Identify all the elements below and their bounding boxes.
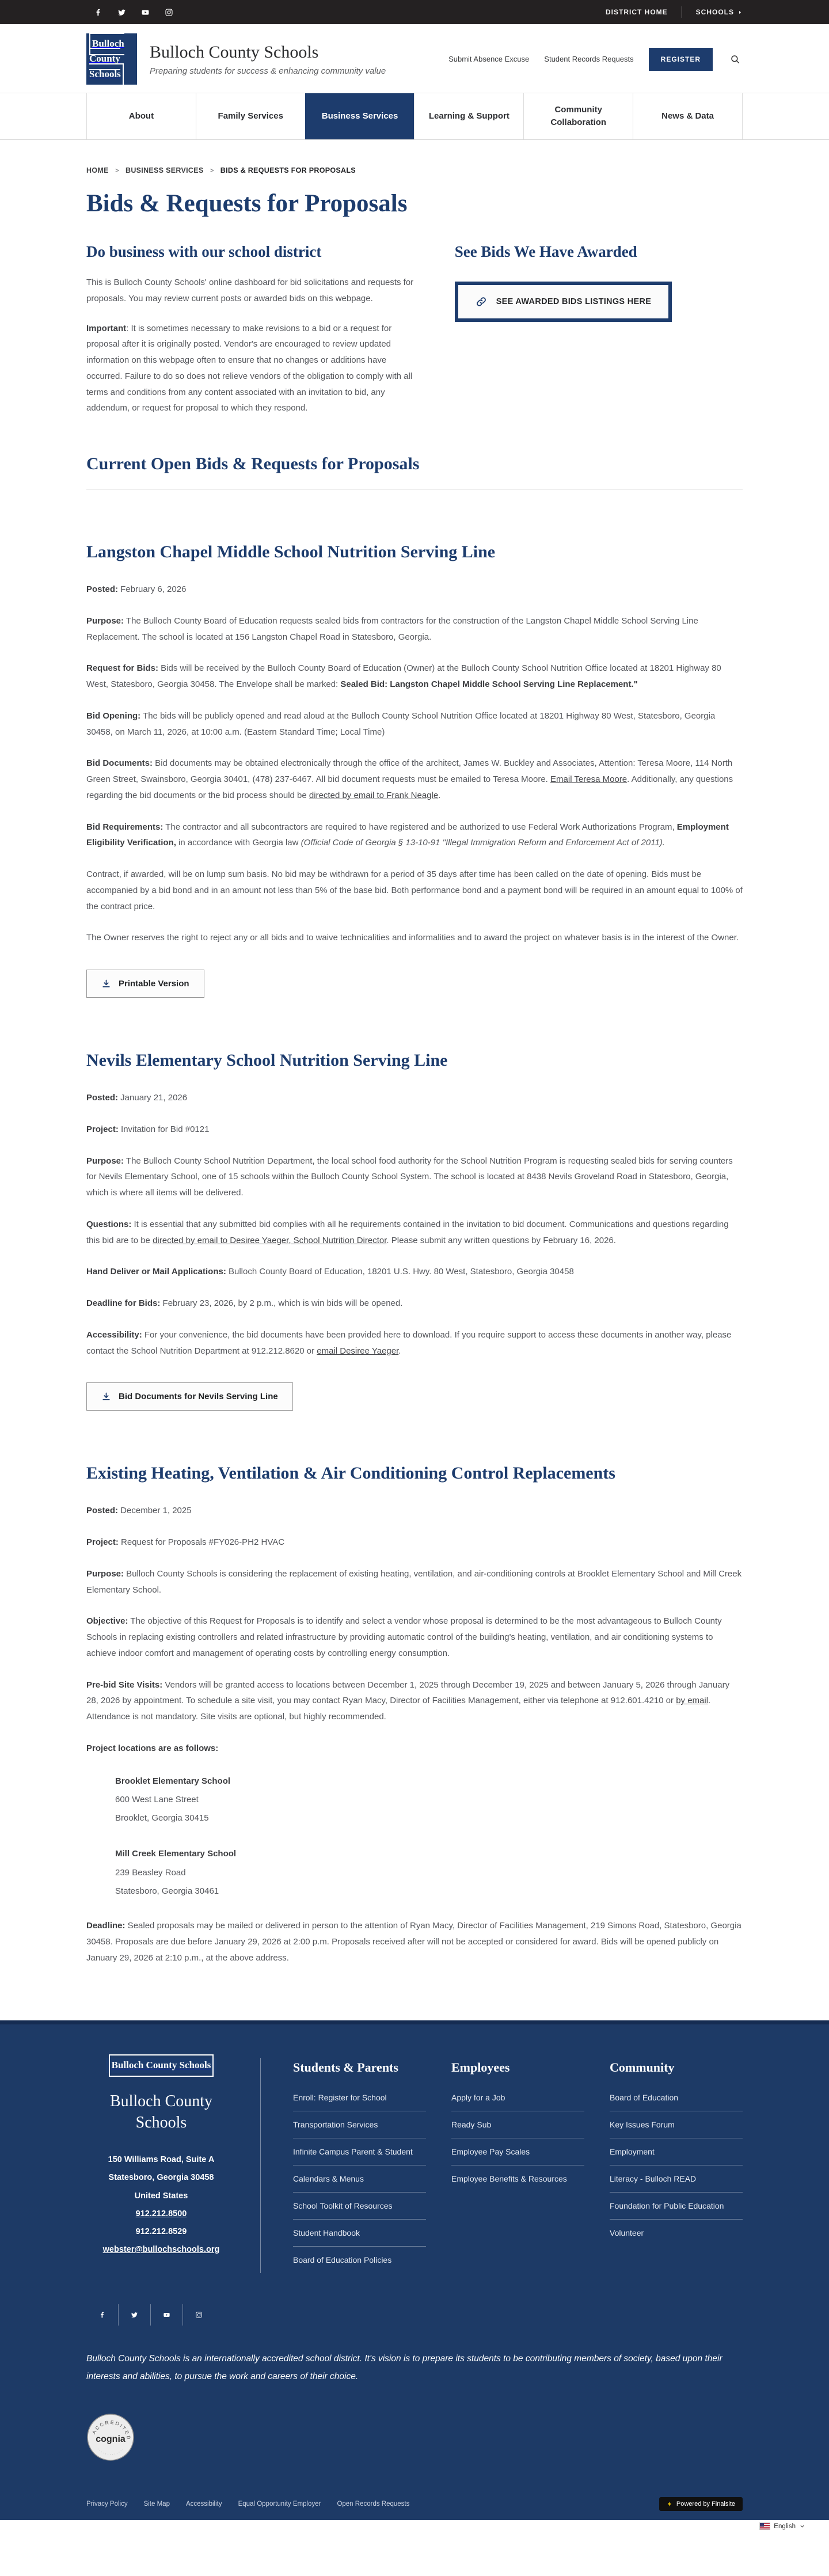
footer-column-students-parents bbox=[293, 2058, 426, 2273]
bold-text: Project locations are as follows: bbox=[86, 1743, 219, 1753]
bid-title: Existing Heating, Ventilation & Air Conditioning Control Replacements bbox=[86, 1464, 615, 1483]
footer-list-item bbox=[451, 2111, 584, 2138]
facebook-icon bbox=[98, 2311, 106, 2319]
bid-paragraph: Purpose: The Bulloch County School Nutrition Department, the local school food authority for the School Nutrition Program is requesting sealed bids for serving counters for Nevils Elementary School, one of 15 schools within the Bulloch County School System. The school is located at 8438 Nevils Groveland Road in Statesboro, Georgia, which is where all items will be delivered. bbox=[86, 1156, 733, 1198]
footer-district-name: Bulloch County Schools bbox=[109, 2092, 213, 2132]
instagram-icon bbox=[195, 2311, 203, 2319]
location-line: Brooklet, Georgia 30415 bbox=[115, 1813, 209, 1823]
footer-column-employees bbox=[451, 2058, 584, 2273]
download-button-label: Bid Documents for Nevils Serving Line bbox=[119, 1392, 278, 1402]
twitter-link[interactable] bbox=[110, 8, 134, 17]
inline-link[interactable]: email Desiree Yaeger bbox=[317, 1346, 399, 1356]
bold-text: Deadline for Bids: bbox=[86, 1298, 161, 1309]
site-tagline: Preparing students for success & enhancing community value bbox=[150, 66, 386, 76]
intro-right-column bbox=[455, 235, 743, 416]
instagram-link[interactable] bbox=[183, 2304, 215, 2326]
inline-link[interactable]: Email Teresa Moore bbox=[550, 774, 628, 785]
bottom-link-privacy-policy[interactable]: Privacy Policy bbox=[86, 2500, 128, 2507]
footer-list-item bbox=[451, 2138, 584, 2165]
footer-email-link[interactable]: webster@bullochschools.org bbox=[102, 2245, 220, 2255]
footer-link-board-of-education[interactable]: Board of Education bbox=[610, 2093, 679, 2103]
location-line: 239 Beasley Road bbox=[115, 1867, 186, 1878]
project-location bbox=[115, 1845, 743, 1901]
bid-paragraph: Request for Bids: Bids will be received by the Bulloch County Board of Education (Owner) at the Bulloch County School Nutrition Office located at 18201 Highway 80 West, Statesboro, Georgia 30458. The Envelope shall be marked: Sealed Bid: Langston Chapel Middle School Serving Line Replacement." bbox=[86, 663, 721, 690]
site-header bbox=[0, 24, 829, 93]
language-selector[interactable]: English bbox=[774, 2522, 796, 2530]
bids-list bbox=[86, 542, 743, 1966]
location-line: 600 West Lane Street bbox=[115, 1794, 199, 1804]
twitter-link[interactable] bbox=[119, 2304, 151, 2326]
link-icon bbox=[476, 296, 487, 307]
bold-text: Bid Documents: bbox=[86, 758, 153, 769]
footer-link-employee-benefits-resources[interactable]: Employee Benefits & Resources bbox=[451, 2174, 567, 2184]
nav-item-business-services[interactable]: Business Services bbox=[305, 93, 414, 139]
logo-line: Schools bbox=[89, 68, 121, 79]
language-bar bbox=[0, 2520, 829, 2533]
italic-text: (Official Code of Georgia § 13-10-91 "Illegal Immigration Reform and Enforcement Act of 2011). bbox=[301, 838, 665, 848]
instagram-icon bbox=[165, 8, 173, 17]
footer-column-heading: Community bbox=[610, 2060, 675, 2075]
bold-text: Purpose: bbox=[86, 1156, 124, 1166]
footer-list-item bbox=[610, 2165, 743, 2193]
footer-link-literacy-bulloch-read[interactable]: Literacy - Bulloch READ bbox=[610, 2174, 697, 2184]
project-location bbox=[115, 1772, 743, 1828]
breadcrumb-separator: > bbox=[115, 166, 120, 175]
facebook-icon bbox=[94, 8, 102, 17]
site-title-block bbox=[150, 43, 386, 76]
footer-district-logo[interactable] bbox=[106, 2058, 217, 2073]
nav-item-news-data[interactable]: News & Data bbox=[633, 93, 743, 139]
footer-org-block bbox=[86, 2058, 260, 2273]
footer-address-block bbox=[86, 2151, 236, 2259]
twitter-icon bbox=[117, 8, 126, 17]
bold-text: Project: bbox=[86, 1537, 119, 1548]
footer-mission-statement: Bulloch County Schools is an internationally accredited school district. It's vision is to prepare its students to be contributing members of society, based upon their interests and abilities, to pursue the work and careers of their choice. bbox=[86, 2354, 722, 2382]
bid-paragraph: Deadline for Bids: February 23, 2026, by 2 p.m., which is win bids will be opened. bbox=[86, 1298, 403, 1309]
footer-list-item bbox=[610, 2220, 743, 2246]
footer-link-volunteer[interactable]: Volunteer bbox=[610, 2228, 644, 2238]
site-footer bbox=[0, 2020, 829, 2520]
footer-list-item bbox=[293, 2247, 426, 2273]
inline-link[interactable]: directed by email to Desiree Yaeger, School Nutrition Director bbox=[153, 1235, 387, 1245]
footer-list-item bbox=[293, 2220, 426, 2247]
open-bids-heading: Current Open Bids & Requests for Proposals bbox=[86, 454, 420, 474]
bold-text: Objective: bbox=[86, 1616, 128, 1627]
footer-list-item bbox=[451, 2165, 584, 2192]
footer-link-calendars-menus[interactable]: Calendars & Menus bbox=[293, 2174, 364, 2184]
bold-text: Purpose: bbox=[86, 615, 124, 626]
footer-list-item bbox=[293, 2193, 426, 2220]
footer-social-row bbox=[86, 2304, 743, 2326]
footer-link-employee-pay-scales[interactable]: Employee Pay Scales bbox=[451, 2147, 530, 2157]
footer-list-item bbox=[293, 2084, 426, 2111]
main-content bbox=[81, 166, 748, 1966]
bid-title: Langston Chapel Middle School Nutrition Serving Line bbox=[86, 542, 496, 562]
facebook-link[interactable] bbox=[86, 8, 110, 17]
bottom-link-open-records-requests[interactable]: Open Records Requests bbox=[337, 2500, 410, 2507]
nav-item-community-collaboration[interactable]: Community Collaboration bbox=[523, 93, 633, 139]
inline-link[interactable]: directed by email to Frank Neagle bbox=[309, 790, 439, 800]
caret-right-icon bbox=[737, 10, 743, 15]
footer-link-board-of-education-policies[interactable]: Board of Education Policies bbox=[293, 2255, 392, 2265]
bolt-icon bbox=[667, 2501, 672, 2507]
footer-link-foundation-for-public-education[interactable]: Foundation for Public Education bbox=[610, 2201, 724, 2211]
bid-paragraph: Posted: February 6, 2026 bbox=[86, 584, 187, 595]
footer-fax-number: 912.212.8529 bbox=[135, 2227, 187, 2236]
awarded-bids-button-label: SEE AWARDED BIDS LISTINGS HERE bbox=[496, 297, 652, 307]
bold-text: Posted: bbox=[86, 1093, 119, 1103]
footer-link-apply-for-a-job[interactable]: Apply for a Job bbox=[451, 2093, 505, 2103]
logo-line: Schools bbox=[179, 2060, 211, 2071]
footer-link-school-toolkit-of-resources[interactable]: School Toolkit of Resources bbox=[293, 2201, 393, 2211]
bold-text: Accessibility: bbox=[86, 1329, 142, 1340]
footer-link-list bbox=[293, 2084, 426, 2273]
footer-list-item bbox=[610, 2193, 743, 2220]
schools-dropdown[interactable]: SCHOOLS bbox=[696, 8, 743, 16]
district-logo[interactable] bbox=[86, 33, 137, 85]
bold-text: Pre-bid Site Visits: bbox=[86, 1680, 163, 1690]
breadcrumb-item[interactable]: HOME bbox=[86, 166, 109, 175]
see-awarded-bids-button[interactable] bbox=[455, 282, 672, 322]
intro-section bbox=[86, 235, 743, 416]
bid-paragraph: Bid Opening: The bids will be publicly opened and read aloud at the Bulloch County School Nutrition Office located at 18201 Highway 80 West, Statesboro, Georgia 30458, on March 11, 2026, at 10:00 a.m. (Eastern Standard Time; Local Time) bbox=[86, 711, 716, 737]
footer-list-item bbox=[293, 2111, 426, 2138]
nav-item-learning-support[interactable]: Learning & Support bbox=[414, 93, 523, 139]
bold-text: Posted: bbox=[86, 1506, 119, 1516]
youtube-icon bbox=[141, 8, 150, 17]
intro-left-heading: Do business with our school district bbox=[86, 243, 322, 261]
footer-bottom-bar bbox=[86, 2497, 743, 2520]
bid-paragraph: Contract, if awarded, will be on lump sum basis. No bid may be withdrawn for a period of 35 days after time has been called on the date of opening. Bids must be accompanied by a bid bond and in an amount not less than 5% of the base bid. Both performance bond and a payment bond will be required in an amount equal to 100% of the contract price. bbox=[86, 869, 743, 911]
bid-paragraph: Project: Request for Proposals #FY026-PH2 HVAC bbox=[86, 1537, 285, 1548]
bold-text: Employment Eligibility Verification, bbox=[86, 822, 729, 848]
twitter-icon bbox=[131, 2311, 138, 2319]
footer-list-item bbox=[293, 2165, 426, 2193]
bid-paragraph: Purpose: Bulloch County Schools is considering the replacement of existing heating, ventilation, and air-conditioning controls at Brooklet Elementary School and Mill Creek Elementary School. bbox=[86, 1568, 742, 1595]
breadcrumb-separator: > bbox=[210, 166, 214, 175]
bold-text: Purpose: bbox=[86, 1568, 124, 1579]
important-label: Important bbox=[86, 323, 127, 333]
bid-paragraph: Project: Invitation for Bid #0121 bbox=[86, 1124, 210, 1134]
download-document-button[interactable] bbox=[86, 970, 204, 998]
footer-link-employment[interactable]: Employment bbox=[610, 2147, 655, 2157]
download-icon bbox=[101, 1392, 111, 1401]
svg-text:ACCREDITED: ACCREDITED bbox=[90, 2419, 132, 2441]
intro-left-column bbox=[86, 235, 418, 416]
bid-paragraph: Posted: December 1, 2025 bbox=[86, 1506, 192, 1516]
open-bids-section-header bbox=[86, 454, 743, 489]
location-name: Mill Creek Elementary School bbox=[115, 1849, 237, 1859]
bold-text: Bid Opening: bbox=[86, 711, 141, 721]
bold-text: Request for Bids: bbox=[86, 663, 159, 674]
cognia-accreditation-badge bbox=[86, 2413, 135, 2461]
us-flag-icon bbox=[760, 2523, 770, 2529]
bottom-link-accessibility[interactable]: Accessibility bbox=[185, 2500, 222, 2507]
footer-list-item bbox=[610, 2111, 743, 2138]
logo-line: Bulloch bbox=[92, 38, 124, 49]
logo-line: County bbox=[146, 2060, 177, 2071]
bold-text: Hand Deliver or Mail Applications: bbox=[86, 1267, 226, 1277]
bold-text: Sealed Bid: Langston Chapel Middle School Serving Line Replacement." bbox=[340, 679, 638, 690]
footer-link-transportation-services[interactable]: Transportation Services bbox=[293, 2120, 378, 2130]
youtube-link[interactable] bbox=[134, 8, 157, 17]
main-navigation bbox=[0, 93, 829, 140]
facebook-link[interactable] bbox=[86, 2304, 119, 2326]
bold-text: Project: bbox=[86, 1124, 119, 1134]
download-document-button[interactable] bbox=[86, 1382, 293, 1411]
footer-list-item bbox=[610, 2138, 743, 2165]
footer-link-key-issues-forum[interactable]: Key Issues Forum bbox=[610, 2120, 675, 2130]
intro-important-paragraph: Important: It is sometimes necessary to make revisions to a bid or a request for proposal after it is originally posted. Vendor's are encouraged to review updated information on this webpage often to ensure that no changes or additions have occurred. Failure to do so does not relieve vendors of the obligation to comply with all terms and conditions from any content associated with an invitation to bid, any addendum, or request for proposal to which they respond. bbox=[86, 323, 413, 413]
bid-paragraph: Pre-bid Site Visits: Vendors will be granted access to locations between December 1, 2025 through December 19, 2025 and between January 5, 2026 through January 28, 2026 by appointment. To schedule a site visit, you may contact Ryan Macy, Director of Facilities Management, either via telephone at 912.601.4210 or by email. Attendance is not mandatory. Site visits are optional, but highly recommended. bbox=[86, 1680, 730, 1722]
svg-text:cognia: cognia bbox=[96, 2434, 126, 2444]
nav-item-about[interactable]: About bbox=[86, 93, 196, 139]
bottom-link-equal-opportunity-employer[interactable]: Equal Opportunity Employer bbox=[238, 2500, 321, 2507]
powered-by-finalsite-button[interactable] bbox=[659, 2497, 743, 2511]
powered-by-label: Powered by Finalsite bbox=[676, 2500, 735, 2507]
logo-line: Bulloch bbox=[111, 2060, 144, 2071]
bold-text: Deadline: bbox=[86, 1921, 126, 1931]
footer-link-infinite-campus-parent-student[interactable]: Infinite Campus Parent & Student bbox=[293, 2147, 413, 2157]
footer-bottom-links bbox=[86, 2501, 409, 2507]
breadcrumb bbox=[86, 166, 743, 174]
footer-column-heading: Students & Parents bbox=[293, 2060, 398, 2075]
district-home-link[interactable]: DISTRICT HOME bbox=[605, 8, 668, 16]
bid-paragraph: Questions: It is essential that any submitted bid complies with all he requirements contained in the invitation to bid document. Communications and questions regarding this bid are to be directed by email to Desiree Yaeger, School Nutrition Director. Please submit any written questions by February 16, 2026. bbox=[86, 1219, 729, 1245]
instagram-link[interactable] bbox=[157, 8, 181, 17]
footer-link-ready-sub[interactable]: Ready Sub bbox=[451, 2120, 492, 2130]
search-icon bbox=[730, 54, 740, 64]
footer-list-item bbox=[610, 2084, 743, 2111]
bid-card bbox=[86, 1464, 743, 1966]
footer-column-heading: Employees bbox=[451, 2060, 510, 2075]
bottom-link-site-map[interactable]: Site Map bbox=[143, 2500, 170, 2507]
search-button[interactable] bbox=[728, 52, 743, 67]
bid-paragraph: The Owner reserves the right to reject any or all bids and to waive technicalities and informalities and to award the project on whatever basis is in the interest of the Owner. bbox=[86, 933, 739, 943]
download-icon bbox=[101, 979, 111, 989]
footer-link-columns bbox=[260, 2058, 743, 2273]
footer-link-enroll-register-for-school[interactable]: Enroll: Register for School bbox=[293, 2093, 387, 2103]
top-utility-bar bbox=[0, 0, 829, 24]
footer-column-community bbox=[610, 2058, 743, 2273]
bid-paragraph: Hand Deliver or Mail Applications: Bulloch County Board of Education, 18201 U.S. Hwy. 80 West, Statesboro, Georgia 30458 bbox=[86, 1267, 574, 1277]
youtube-icon bbox=[163, 2311, 170, 2319]
bid-title: Nevils Elementary School Nutrition Serving Line bbox=[86, 1051, 448, 1070]
breadcrumb-item[interactable]: BUSINESS SERVICES bbox=[126, 166, 204, 175]
bid-card bbox=[86, 542, 743, 998]
topbar-social-row bbox=[86, 8, 181, 17]
student-records-requests-link[interactable]: Student Records Requests bbox=[544, 55, 634, 64]
youtube-link[interactable] bbox=[151, 2304, 183, 2326]
page-title: Bids & Requests for Proposals bbox=[86, 190, 408, 218]
awarded-bids-heading: See Bids We Have Awarded bbox=[454, 243, 637, 261]
location-name: Brooklet Elementary School bbox=[115, 1776, 231, 1786]
footer-link-list bbox=[451, 2084, 584, 2192]
bid-paragraph: Deadline: Sealed proposals may be mailed or delivered in person to the attention of Ryan Macy, Director of Facilities Management, 219 Simons Road, Statesboro, Georgia 30458. Proposals are due before January 29, 2026 at 2:00 p.m. Proposals received after will not be accepted or considered for award. Bids will be opened publicly on January 29, 2026 at 2:10 p.m., at the above address. bbox=[86, 1921, 741, 1963]
chevron-down-icon bbox=[800, 2524, 805, 2529]
bid-paragraph: Purpose: The Bulloch County Board of Education requests sealed bids from contractors for the construction of the Langston Chapel Middle School Serving Line Replacement. The school is located at 156 Langston Chapel Road in Statesboro, Georgia. bbox=[86, 615, 698, 642]
inline-link[interactable]: by email bbox=[676, 1696, 709, 1706]
bid-paragraph: Accessibility: For your convenience, the bid documents have been provided here to download. If you require support to access these documents in another way, please contact the School Nutrition Department at 912.212.8620 or email Desiree Yaeger. bbox=[86, 1329, 732, 1356]
footer-list-item bbox=[451, 2084, 584, 2111]
bid-paragraph: Bid Requirements: The contractor and all subcontractors are required to have registered and be authorized to use Federal Work Authorizations Program, Employment Eligibility Verification, in accordance with Georgia law (Official Code of Georgia § 13-10-91 "Illegal Immigration Reform and Enforcement Act of 2011). bbox=[86, 822, 729, 848]
site-name: Bulloch County Schools bbox=[150, 42, 319, 62]
footer-link-student-handbook[interactable]: Student Handbook bbox=[293, 2228, 360, 2238]
submit-absence-excuse-link[interactable]: Submit Absence Excuse bbox=[448, 55, 530, 64]
footer-list-item bbox=[293, 2138, 426, 2165]
location-line: Statesboro, Georgia 30461 bbox=[115, 1886, 219, 1896]
footer-address-line: Statesboro, Georgia 30458 bbox=[108, 2173, 214, 2183]
footer-address-line: United States bbox=[134, 2191, 188, 2201]
bid-paragraph: Posted: January 21, 2026 bbox=[86, 1093, 188, 1103]
register-button[interactable]: REGISTER bbox=[649, 48, 713, 71]
bid-paragraph: Objective: The objective of this Request for Proposals is to identify and select a vendor whose proposal is determined to be the most advantageous to Bulloch County Schools in replacing existing controllers and related infrastructure by providing automatic control of the building's heating, ventilation, and air conditioning systems to achieve indoor comfort and management of operating costs by controlling energy consumption. bbox=[86, 1616, 722, 1658]
bold-text: Posted: bbox=[86, 584, 119, 595]
logo-line: County bbox=[89, 53, 120, 64]
footer-phone-link[interactable]: 912.212.8500 bbox=[135, 2209, 187, 2218]
footer-link-list bbox=[610, 2084, 743, 2246]
intro-paragraph: This is Bulloch County Schools' online dashboard for bid solicitations and requests for proposals. You may review current posts or awarded bids on this webpage. bbox=[86, 278, 414, 303]
bid-card bbox=[86, 1051, 743, 1411]
bid-paragraph: Bid Documents: Bid documents may be obtained electronically through the office of the architect, James W. Buckley and Associates, Attention: Teresa Moore, 114 North Green Street, Swainsboro, Georgia 30401, (478) 237-6467. All bid document requests must be emailed to Teresa Moore. Email Teresa Moore. Additionally, any questions regarding the bid documents or the bid process should be directed by email to Frank Neagle. bbox=[86, 758, 733, 800]
breadcrumb-item: BIDS & REQUESTS FOR PROPOSALS bbox=[220, 166, 356, 175]
bold-text: Bid Requirements: bbox=[86, 822, 163, 832]
nav-item-family-services[interactable]: Family Services bbox=[196, 93, 305, 139]
bold-text: Questions: bbox=[86, 1219, 132, 1229]
bid-paragraph bbox=[86, 1741, 743, 1757]
download-button-label: Printable Version bbox=[119, 979, 189, 989]
footer-address-line: 150 Williams Road, Suite A bbox=[108, 2155, 215, 2165]
